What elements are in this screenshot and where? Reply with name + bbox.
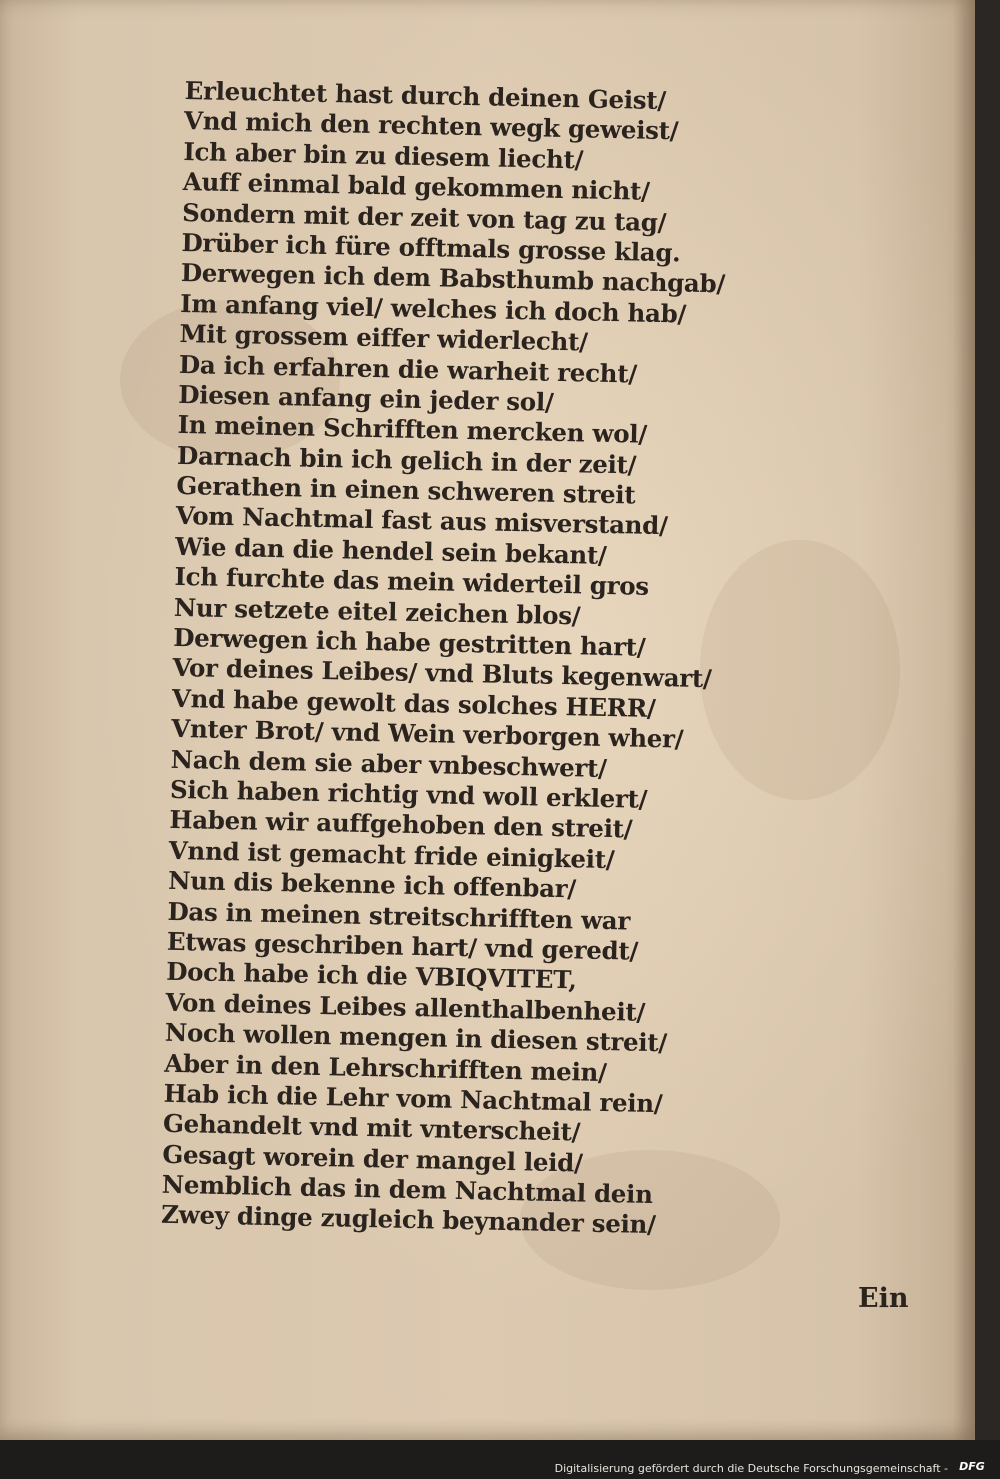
- verse-line: Diesen anfang ein jeder sol/: [178, 379, 554, 417]
- verse-line: Auff einmal bald gekommen nicht/: [182, 167, 651, 206]
- verse-line: Haben wir auffgehoben den streit/: [169, 805, 633, 844]
- verse-line: Von deines Leibes allenthalbenheit/: [165, 987, 646, 1027]
- verse-line: Vor deines Leibes/ vnd Bluts kegenwart/: [172, 653, 712, 694]
- verse-line: Vnter Brot/ vnd Wein verborgen wher/: [171, 714, 684, 754]
- verse-line: Das in meinen streitschrifften war: [167, 896, 631, 936]
- verse-line: Derwegen ich habe gestritten hart/: [172, 622, 646, 662]
- verse-line: Vnd mich den rechten wegk geweist/: [183, 106, 679, 146]
- poem-verses: [161, 76, 729, 1242]
- verse-line: Vom Nachtmal fast aus misverstand/: [175, 501, 668, 541]
- verse-line: Wie dan die hendel sein bekant/: [174, 531, 607, 570]
- verse-line: Gerathen in einen schweren streit: [176, 470, 636, 510]
- verse-line: Erleuchtet hast durch deinen Geist/: [184, 76, 667, 116]
- verse-line: Sondern mit der zeit von tag zu tag/: [181, 197, 667, 237]
- verse-line: Vnnd ist gemacht fride einigkeit/: [168, 835, 615, 874]
- verse-line: Im anfang viel/ welches ich doch hab/: [179, 288, 687, 329]
- verse-line: Aber in den Lehrschrifften mein/: [164, 1048, 608, 1087]
- verse-line: Nemblich das in dem Nachtmal dein: [161, 1169, 653, 1210]
- verse-line: Nur setzete eitel zeichen blos/: [173, 592, 581, 631]
- verse-line: Hab ich die Lehr vom Nachtmal rein/: [163, 1078, 663, 1119]
- verse-line: Zwey dinge zugleich beynander sein/: [160, 1200, 657, 1240]
- dfg-logo: DFG: [959, 1460, 985, 1473]
- verse-line: Nach dem sie aber vnbeschwert/: [170, 744, 607, 783]
- verse-line: Gehandelt vnd mit vnterscheit/: [162, 1109, 581, 1147]
- verse-line: Derwegen ich dem Babsthumb nachgab/: [180, 258, 726, 299]
- verse-line: Doch habe ich die VBIQVITET,: [165, 957, 577, 995]
- verse-line: In meinen Schrifften mercken wol/: [177, 410, 648, 450]
- verse-line: Sich haben richtig vnd woll erklert/: [169, 774, 648, 814]
- paper-stain: [700, 540, 900, 800]
- verse-line: Da ich erfahren die warheit recht/: [178, 349, 638, 389]
- verse-line: Gesagt worein der mangel leid/: [162, 1139, 583, 1178]
- verse-line: Ich furchte das mein widerteil gros: [174, 562, 650, 602]
- verse-line: Drüber ich füre offtmals grosse klag.: [181, 227, 681, 268]
- verse-line: Ich aber bin zu diesem liecht/: [183, 136, 584, 175]
- verse-line: Vnd habe gewolt das solches HERR/: [171, 683, 656, 723]
- verse-line: Etwas geschriben hart/ vnd geredt/: [166, 926, 639, 966]
- verse-line: Mit grossem eiffer widerlecht/: [179, 319, 589, 357]
- verse-line: Darnach bin ich gelich in der zeit/: [176, 440, 637, 480]
- verse-line: Nun dis bekenne ich offenbar/: [167, 865, 577, 904]
- funding-credit: Digitalisierung gefördert durch die Deutsche Forschungsgemeinschaft -: [554, 1462, 948, 1475]
- catchword: Ein: [858, 1283, 909, 1314]
- verse-line: Noch wollen mengen in diesen streit/: [164, 1017, 668, 1058]
